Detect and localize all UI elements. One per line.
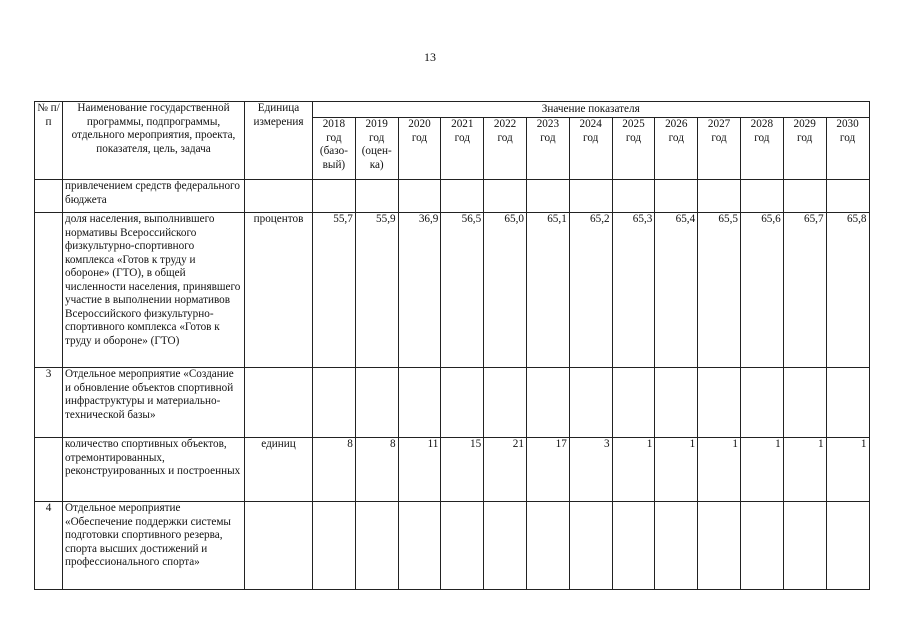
header-year: 2020 год	[398, 118, 441, 180]
row-value-cell: 65,3	[612, 213, 655, 368]
row-value-cell: 56,5	[441, 213, 484, 368]
row-value-cell	[655, 368, 698, 438]
table-row	[35, 368, 870, 438]
row-value-cell	[783, 368, 826, 438]
row-unit: процентов	[245, 213, 313, 368]
row-name: Отдельное мероприятие «Обеспечение поддержки системы подготовки спортивного резерва, спорта высших достижений и профессионального спорта»	[63, 502, 245, 590]
row-value-cell	[355, 502, 398, 590]
row-value-cell	[612, 502, 655, 590]
row-unit	[245, 180, 313, 213]
header-year: 2019 год (оцен-ка)	[355, 118, 398, 180]
row-value-cell: 65,5	[698, 213, 741, 368]
header-year: 2023 год	[526, 118, 569, 180]
table-header	[35, 102, 870, 180]
row-value-cell: 65,2	[569, 213, 612, 368]
row-value-cell	[441, 502, 484, 590]
row-value-cell	[655, 502, 698, 590]
header-year: 2029 год	[783, 118, 826, 180]
row-value-cell	[740, 502, 783, 590]
table-body	[35, 180, 870, 590]
header-year: 2021 год	[441, 118, 484, 180]
row-name: Отдельное мероприятие «Создание и обновление объектов спортивной инфраструктуры и материально-технической базы»	[63, 368, 245, 438]
row-value-cell: 1	[826, 438, 869, 502]
row-value-cell	[313, 502, 356, 590]
row-value-cell	[569, 502, 612, 590]
row-value-cell	[441, 368, 484, 438]
row-value-cell	[398, 180, 441, 213]
row-value-cell	[698, 502, 741, 590]
row-unit	[245, 502, 313, 590]
row-value-cell: 65,0	[484, 213, 527, 368]
row-value-cell: 55,7	[313, 213, 356, 368]
row-value-cell	[826, 180, 869, 213]
row-number: 3	[35, 368, 63, 438]
row-value-cell	[783, 502, 826, 590]
row-value-cell: 8	[313, 438, 356, 502]
row-value-cell: 11	[398, 438, 441, 502]
header-year: 2018 год (базо-вый)	[313, 118, 356, 180]
header-name: Наименование государственной программы, подпрограммы, отдельного мероприятия, проекта, показателя, цель, задача	[63, 102, 245, 180]
row-value-cell	[313, 368, 356, 438]
row-number	[35, 180, 63, 213]
row-value-cell	[826, 368, 869, 438]
row-value-cell	[398, 368, 441, 438]
table-row	[35, 502, 870, 590]
row-value-cell	[313, 180, 356, 213]
page-number: 13	[424, 50, 436, 64]
row-unit: единиц	[245, 438, 313, 502]
row-value-cell: 65,7	[783, 213, 826, 368]
row-value-cell: 65,4	[655, 213, 698, 368]
row-value-cell	[484, 368, 527, 438]
row-number	[35, 438, 63, 502]
row-value-cell	[698, 368, 741, 438]
row-value-cell: 65,6	[740, 213, 783, 368]
row-number	[35, 213, 63, 368]
row-value-cell	[526, 368, 569, 438]
row-value-cell: 3	[569, 438, 612, 502]
row-value-cell: 55,9	[355, 213, 398, 368]
row-value-cell: 21	[484, 438, 527, 502]
header-values-group: Значение показателя	[313, 102, 870, 118]
row-value-cell	[526, 180, 569, 213]
indicators-table	[34, 101, 870, 590]
row-value-cell: 1	[698, 438, 741, 502]
table-row	[35, 180, 870, 213]
row-value-cell	[783, 180, 826, 213]
row-value-cell	[484, 502, 527, 590]
row-value-cell	[355, 368, 398, 438]
row-name: привлечением средств федерального бюджета	[63, 180, 245, 213]
row-value-cell	[569, 180, 612, 213]
row-value-cell: 1	[783, 438, 826, 502]
row-value-cell	[484, 180, 527, 213]
header-year: 2028 год	[740, 118, 783, 180]
row-value-cell	[612, 368, 655, 438]
row-value-cell: 15	[441, 438, 484, 502]
table-row	[35, 213, 870, 368]
row-name: доля населения, выполнившего нормативы Всероссийского физкультурно-спортивного комплекса «Готов к труду и обороне» (ГТО), в общей численности населения, принявшего участие в выполнении нормативов Всероссийского физкультурно-спортивного комплекса «Готов к труду и обороне» (ГТО)	[63, 213, 245, 368]
row-value-cell	[569, 368, 612, 438]
row-value-cell	[698, 180, 741, 213]
row-value-cell: 65,1	[526, 213, 569, 368]
row-value-cell	[826, 502, 869, 590]
row-number: 4	[35, 502, 63, 590]
header-year: 2026 год	[655, 118, 698, 180]
header-unit: Единица измерения	[245, 102, 313, 180]
row-value-cell	[612, 180, 655, 213]
header-year: 2025 год	[612, 118, 655, 180]
row-unit	[245, 368, 313, 438]
row-value-cell	[655, 180, 698, 213]
row-value-cell	[740, 368, 783, 438]
row-value-cell: 1	[655, 438, 698, 502]
header-year: 2030 год	[826, 118, 869, 180]
header-year: 2022 год	[484, 118, 527, 180]
header-year: 2027 год	[698, 118, 741, 180]
row-value-cell	[398, 502, 441, 590]
header-num: № п/п	[35, 102, 63, 180]
row-value-cell	[355, 180, 398, 213]
row-name: количество спортивных объектов, отремонтированных, реконструированных и построенных	[63, 438, 245, 502]
row-value-cell: 36,9	[398, 213, 441, 368]
table-row	[35, 438, 870, 502]
header-year: 2024 год	[569, 118, 612, 180]
row-value-cell: 17	[526, 438, 569, 502]
row-value-cell: 1	[612, 438, 655, 502]
row-value-cell: 8	[355, 438, 398, 502]
row-value-cell	[740, 180, 783, 213]
row-value-cell: 65,8	[826, 213, 869, 368]
row-value-cell: 1	[740, 438, 783, 502]
row-value-cell	[526, 502, 569, 590]
row-value-cell	[441, 180, 484, 213]
